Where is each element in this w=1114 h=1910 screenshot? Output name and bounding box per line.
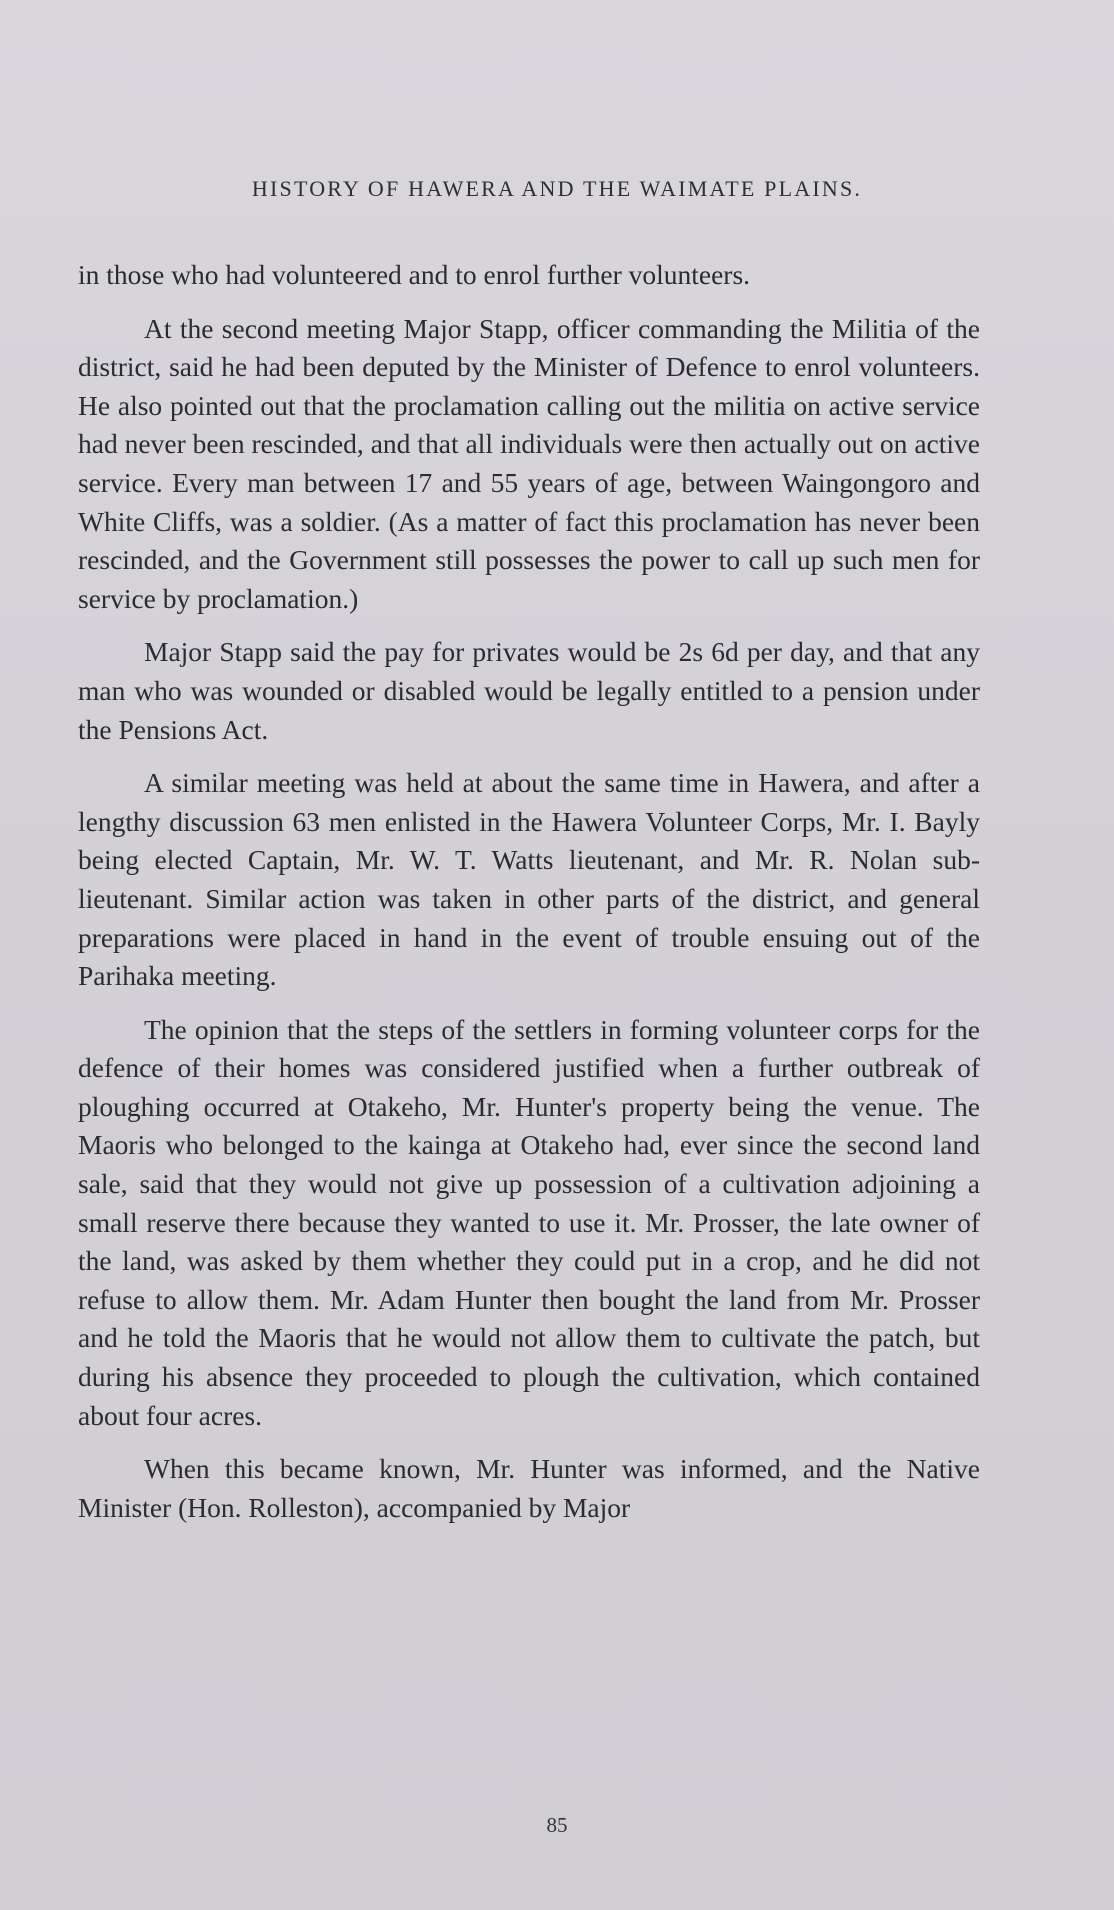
paragraph-pay-for-privates: Major Stapp said the pay for privates would be 2s 6d per day, and that any man who was wounded or disabled would be legally entitled to a pension under the Pensions Act.	[78, 636, 980, 745]
paragraph-otakeho-ploughing: The opinion that the steps of the settlers in forming volunteer corps for the defence of their homes was considered justified when a further outbreak of ploughing occurred at Otakeho, Mr. Hunter's property being the venue. The Maoris who belonged to the kainga at Otakeho had, ever since the second land sale, said that they would not give up possession of a cultivation adjoining a small reserve there because they wanted to use it. Mr. Prosser, the late owner of the land, was asked by them whether they could put in a crop, and he did not refuse to allow them. Mr. Adam Hunter then bought the land from Mr. Prosser and he told the Maoris that he would not allow them to cultivate the patch, but during his absence they proceeded to plough the cultivation, which contained about four acres.	[78, 1013, 980, 1431]
page-number: 85	[546, 1813, 568, 1837]
paragraph-hawera-volunteer-corps: A similar meeting was held at about the same time in Hawera, and after a lengthy discussion 63 men enlisted in the Hawera Volunteer Corps, Mr. I. Bayly being elected Captain, Mr. W. T. Watts lieutenant, and Mr. R. Nolan sub-lieutenant. Similar action was taken in other parts of the district, and general preparations were placed in hand in the event of trouble ensuing out of the Parihaka meeting.	[78, 767, 980, 992]
body-text	[78, 256, 980, 1542]
paragraph-continued: in those who had volunteered and to enrol further volunteers.	[78, 259, 751, 290]
paragraph-major-stapp-meeting: At the second meeting Major Stapp, officer commanding the Militia of the district, said he had been deputed by the Minister of Defence to enrol volunteers. He also pointed out that the proclamation calling out the militia on active service had never been rescinded, and that all individuals were then actually out on active service. Every man between 17 and 55 years of age, between Waingongoro and White Cliffs, was a soldier. (As a matter of fact this proclamation has never been rescinded, and the Government still possesses the power to call up such men for service by proclamation.)	[78, 312, 980, 614]
running-head: HISTORY OF HAWERA AND THE WAIMATE PLAINS.	[251, 176, 863, 201]
paragraph-native-minister: When this became known, Mr. Hunter was informed, and the Native Minister (Hon. Rolleston), accompanied by Major	[78, 1453, 980, 1523]
